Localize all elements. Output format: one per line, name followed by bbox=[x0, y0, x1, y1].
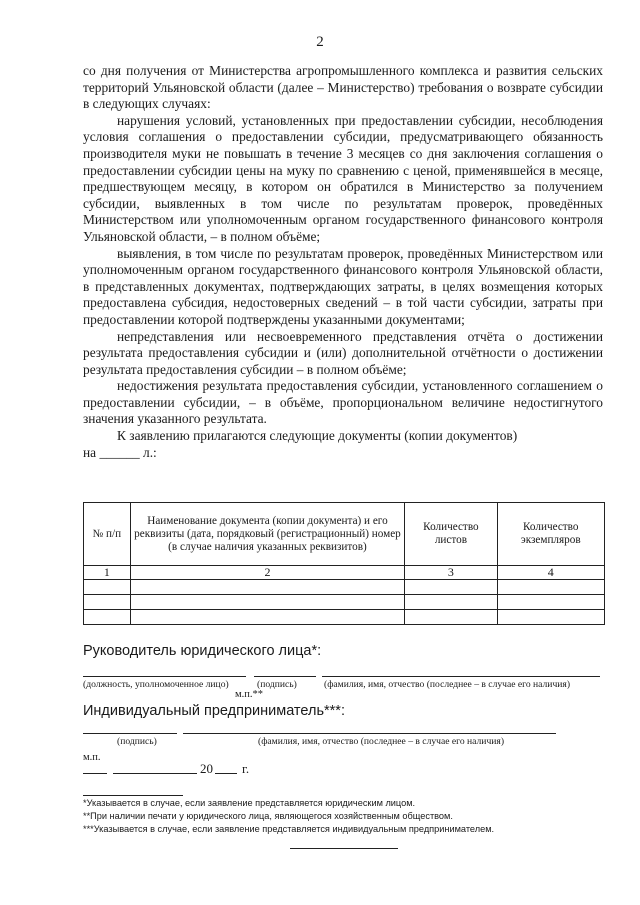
entrepreneur-label: Индивидуальный предприниматель***: bbox=[83, 703, 345, 719]
header-sheets: Количество листов bbox=[405, 503, 497, 566]
paragraph-detection: выявления, в том числе по результатам проверок, проведённых Министерством или уполномоченным органом государственного финансового контроля Ульяновской области, в представленных документах, подтверждающих затраты, в целях возмещения которых предоставлена субсидия, недостоверных сведений – в той части субсидии, затраты при предоставлении которой подтверждены указанными документами; bbox=[83, 245, 603, 327]
position-line bbox=[83, 676, 246, 677]
date-year-suffix: г. bbox=[242, 761, 250, 776]
caption-entrepreneur-signature: (подпись) bbox=[117, 736, 157, 747]
legal-name-line bbox=[322, 676, 600, 677]
caption-legal-name: (фамилия, имя, отчество (последнее – в случае его наличия) bbox=[324, 679, 571, 690]
column-number-1: 1 bbox=[84, 566, 131, 580]
paragraph-result: недостижения результата предоставления субсидии, установленного соглашением о предоставлении субсидии, – в объёме, пропорциональном величине недостигнутого значения указанного результата. bbox=[83, 378, 603, 427]
column-number-2: 2 bbox=[130, 566, 405, 580]
date-year-prefix: 20 bbox=[200, 761, 213, 776]
attachment-sheets-line bbox=[83, 445, 603, 462]
entrepreneur-stamp-mark: м.п. bbox=[83, 752, 101, 763]
attach-blank: ______ bbox=[99, 444, 140, 460]
paragraph-violation: нарушения условий, установленных при предоставлении субсидии, несоблюдения условия соглашения о предоставлении субсидии, предусматривающего обязанность производителя муки не повышать в течение 3 месяцев со дня заключения соглашения о предоставлении субсидии цены на муку по сравнению с ценой, применявшейся в месяце, предшествующем месяцу, в котором он обратился в Министерство за получением субсидии, выявленных в том числе по результатам проверок, проведённых Министерством или уполномоченным органом государственного финансового контроля Ульяновской области, – в полном объёме; bbox=[83, 112, 603, 244]
documents-table bbox=[83, 502, 605, 625]
table-row bbox=[84, 580, 605, 595]
header-document-name: Наименование документа (копии документа) и его реквизиты (дата, порядковый (регистрационный) номер (в случае наличия указанных реквизитов) bbox=[130, 503, 405, 566]
entrepreneur-name-line bbox=[183, 733, 556, 734]
date-month-line bbox=[113, 773, 197, 774]
footnote-1: *Указывается в случае, если заявление представляется юридическим лицом. bbox=[83, 798, 416, 808]
footnote-separator bbox=[83, 795, 183, 796]
attach-suffix: л.: bbox=[143, 444, 157, 460]
footnote-3: ***Указывается в случае, если заявление представляется индивидуальным предпринимателем. bbox=[83, 824, 495, 834]
column-number-4: 4 bbox=[497, 566, 604, 580]
date-day-line bbox=[83, 773, 107, 774]
header-copies: Количество экземпляров bbox=[497, 503, 604, 566]
paragraph-report: непредставления или несвоевременного представления отчёта о достижении результата предоставления субсидии и (или) дополнительной отчётности о достижении результата предоставления субсидии – в полном объёме; bbox=[83, 328, 603, 377]
paragraph-attachments: К заявлению прилагаются следующие документы (копии документов) bbox=[117, 428, 518, 444]
body-text bbox=[83, 63, 603, 461]
page-number: 2 bbox=[316, 34, 324, 50]
table-row bbox=[84, 595, 605, 610]
footnote-2: **При наличии печати у юридического лица, являющегося хозяйственным обществом. bbox=[83, 811, 453, 821]
header-number: № п/п bbox=[84, 503, 131, 566]
caption-legal-signature: (подпись) bbox=[257, 679, 297, 690]
legal-signature-line bbox=[254, 676, 316, 677]
table-row bbox=[84, 566, 605, 580]
entrepreneur-signature-line bbox=[83, 733, 177, 734]
legal-stamp-mark: м.п.** bbox=[235, 689, 264, 700]
date-year-line bbox=[215, 773, 237, 774]
attach-prefix: на bbox=[83, 444, 97, 460]
caption-position: (должность, уполномоченное лицо) bbox=[83, 679, 229, 690]
end-separator bbox=[290, 848, 398, 849]
column-number-3: 3 bbox=[405, 566, 497, 580]
table-row bbox=[84, 610, 605, 625]
caption-entrepreneur-name: (фамилия, имя, отчество (последнее – в случае его наличия) bbox=[258, 736, 505, 747]
legal-head-label: Руководитель юридического лица*: bbox=[83, 643, 322, 659]
table-header-row bbox=[84, 503, 605, 566]
paragraph-intro: со дня получения от Министерства агропромышленного комплекса и развития сельских территорий Ульяновской области (далее – Министерство) требования о возврате субсидии в следующих случаях: bbox=[83, 63, 603, 112]
